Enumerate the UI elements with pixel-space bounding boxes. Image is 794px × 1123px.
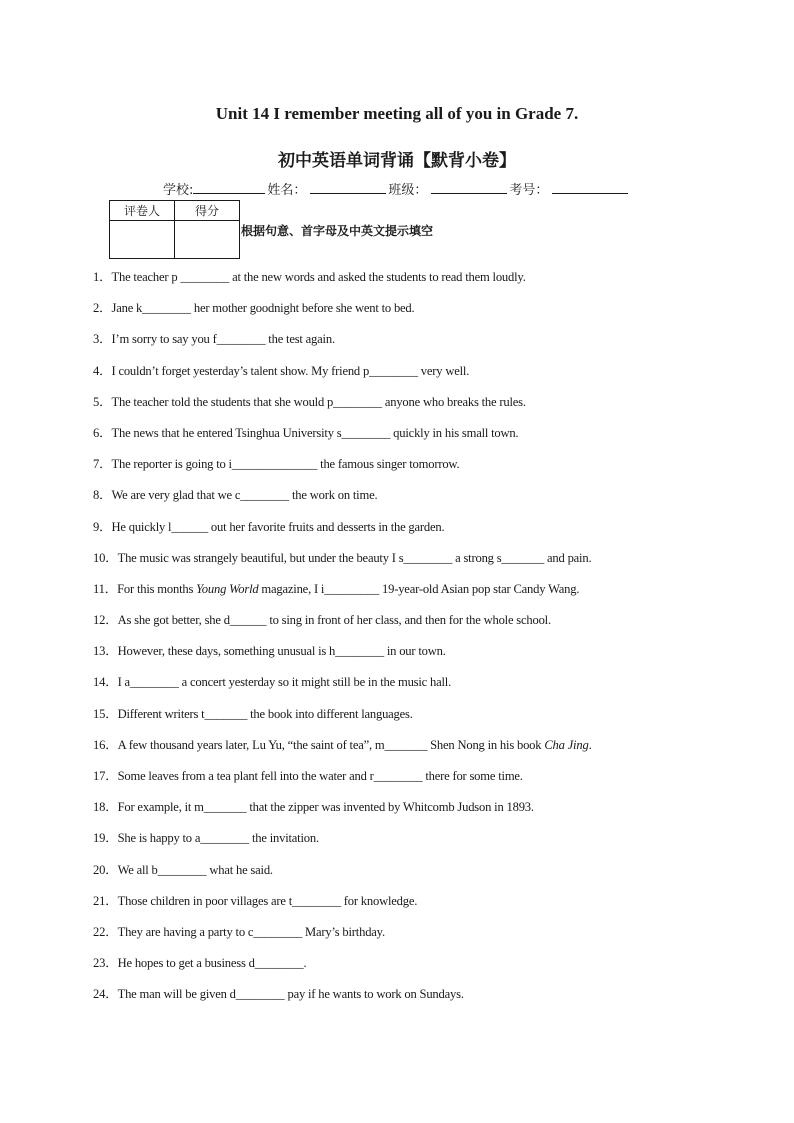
question-text: He quickly l______ out her favorite fruits and desserts in the garden.: [111, 519, 445, 534]
question-italic-title: Cha Jing: [544, 737, 589, 752]
question-text: A few thousand years later, Lu Yu, “the saint of tea”, m_______ Shen Nong in his book: [117, 737, 545, 752]
question-text: The music was strangely beautiful, but under the beauty I s________ a strong s_______ and pain.: [117, 550, 592, 565]
question-item: [93, 456, 753, 487]
question-item: [93, 269, 753, 300]
question-number: 16．: [93, 737, 118, 752]
question-item: [93, 519, 753, 550]
question-text: We are very glad that we c________ the work on time.: [111, 488, 378, 503]
question-item: [93, 924, 753, 955]
question-item: [93, 425, 753, 456]
question-item: [93, 737, 753, 768]
question-number: 11．: [93, 581, 118, 596]
question-number: 2．: [93, 301, 112, 316]
question-item: [93, 331, 753, 362]
question-text: They are having a party to c________ Mary’s birthday.: [117, 924, 385, 939]
student-info-line: [163, 179, 630, 198]
question-text: However, these days, something unusual is h________ in our town.: [117, 644, 446, 659]
school-field[interactable]: [193, 181, 265, 194]
question-number: 17．: [93, 769, 118, 783]
question-text: Those children in poor villages are t________ for knowledge.: [117, 893, 418, 908]
score-header: 得分: [175, 201, 240, 221]
question-number: 14．: [93, 675, 118, 690]
question-text: She is happy to a________ the invitation.: [117, 831, 319, 846]
question-text: We all b________ what he said.: [117, 862, 273, 877]
question-item: [93, 830, 753, 861]
page-title: Unit 14 I remember meeting all of you in Grade 7.: [215, 104, 579, 123]
question-item: [93, 955, 753, 986]
question-item: [93, 643, 753, 674]
question-text: .: [588, 737, 592, 752]
question-text: I couldn’t forget yesterday’s talent show. My friend p________ very well.: [111, 363, 470, 378]
class-field[interactable]: [431, 181, 507, 194]
question-number: 21．: [93, 893, 118, 908]
question-number: 15．: [93, 706, 118, 721]
question-item: [93, 612, 753, 643]
question-text: He hopes to get a business d________.: [117, 956, 307, 971]
grader-cell[interactable]: [110, 221, 175, 259]
question-item: [93, 394, 753, 425]
page-subtitle: 初中英语单词背诵【默背小卷】: [278, 151, 516, 171]
question-item: [93, 862, 753, 893]
question-number: 6．: [93, 425, 112, 440]
question-number: 23．: [93, 956, 118, 971]
question-number: 19．: [93, 831, 118, 846]
exam-no-field[interactable]: [552, 181, 628, 194]
question-number: 4．: [93, 363, 112, 378]
name-field[interactable]: [310, 181, 386, 194]
question-item: [93, 893, 753, 924]
question-item: [93, 768, 753, 799]
class-label: 班级：: [388, 183, 428, 198]
section-instruction: 根据句意、首字母及中英文提示填空: [241, 224, 434, 238]
question-text: For example, it m_______ that the zipper was invented by Whitcomb Judson in 1893.: [117, 800, 534, 815]
score-cell[interactable]: [175, 221, 240, 259]
score-table: [109, 200, 240, 259]
question-number: 10．: [93, 550, 118, 565]
question-text: As she got better, she d______ to sing in front of her class, and then for the whole school.: [117, 613, 551, 628]
question-item: [93, 674, 753, 705]
question-item: [93, 550, 753, 581]
question-number: 5．: [93, 394, 112, 409]
question-number: 20．: [93, 862, 118, 877]
question-italic-title: Young World: [196, 581, 259, 596]
question-item: [93, 799, 753, 830]
question-number: 24．: [93, 987, 118, 1002]
question-item: [93, 581, 753, 612]
question-text: The teacher told the students that she would p________ anyone who breaks the rules.: [111, 394, 526, 409]
question-text: magazine, I i_________ 19-year-old Asian pop star Candy Wang.: [258, 581, 580, 596]
question-item: [93, 706, 753, 737]
question-number: 22．: [93, 924, 118, 939]
question-list: [93, 269, 753, 1018]
question-text: Some leaves from a tea plant fell into the water and r________ there for some time.: [117, 769, 523, 783]
name-label: 姓名：: [267, 183, 307, 198]
question-text: Jane k________ her mother goodnight before she went to bed.: [111, 301, 415, 316]
question-text: For this months: [117, 581, 197, 596]
question-text: The news that he entered Tsinghua University s________ quickly in his small town.: [111, 425, 519, 440]
question-number: 7．: [93, 457, 112, 472]
question-number: 18．: [93, 800, 118, 815]
question-item: [93, 363, 753, 394]
question-number: 9．: [93, 519, 112, 534]
question-text: I a________ a concert yesterday so it might still be in the music hall.: [117, 675, 452, 690]
question-number: 8．: [93, 488, 112, 503]
question-item: [93, 487, 753, 518]
question-number: 3．: [93, 332, 112, 347]
question-text: The reporter is going to i______________ the famous singer tomorrow.: [111, 457, 460, 472]
question-text: Different writers t_______ the book into different languages.: [117, 706, 413, 721]
exam-no-label: 考号：: [509, 183, 549, 198]
question-text: The man will be given d________ pay if he wants to work on Sundays.: [117, 987, 464, 1002]
question-number: 1．: [93, 270, 112, 284]
school-label: 学校:: [163, 183, 194, 198]
question-item: [93, 986, 753, 1017]
question-item: [93, 300, 753, 331]
question-text: The teacher p ________ at the new words and asked the students to read them loudly.: [111, 270, 526, 284]
question-text: I’m sorry to say you f________ the test again.: [111, 332, 335, 347]
question-number: 12．: [93, 613, 118, 628]
grader-header: 评卷人: [110, 201, 175, 221]
question-number: 13．: [93, 644, 118, 659]
